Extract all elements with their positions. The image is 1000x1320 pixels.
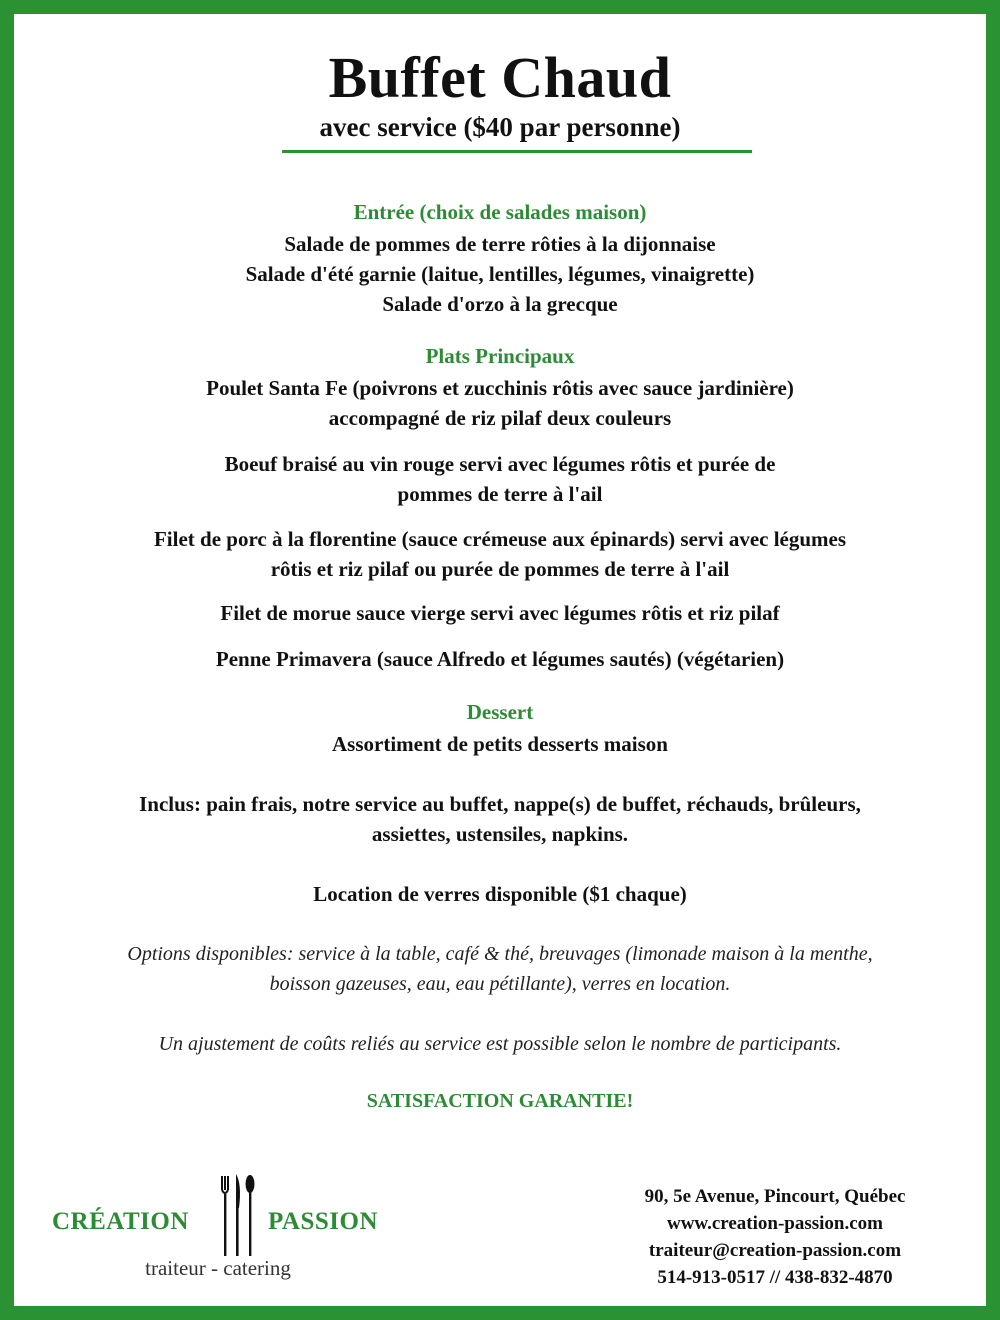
dessert-heading: Dessert [466,700,534,724]
plat-item-line: Boeuf braisé au vin rouge servi avec légumes rôtis et purée de [224,452,776,476]
plat-item-line: Penne Primavera (sauce Alfredo et légumes sautés) (végétarien) [215,647,785,671]
title-underline [282,150,752,153]
contact-block [590,1183,960,1291]
logo-word-right: PASSION [268,1208,379,1235]
company-logo [48,1170,398,1285]
options-line: boisson gazeuses, eau, eau pétillante), verres en location. [269,973,731,995]
plat-item-line: rôtis et riz pilaf ou purée de pommes de terre à l'ail [270,557,730,581]
contact-address: 90, 5e Avenue, Pincourt, Québec [644,1186,906,1207]
page-subtitle: avec service ($40 par personne) [319,112,681,142]
contact-website[interactable]: www.creation-passion.com [666,1213,884,1234]
contact-phones: 514-913-0517 // 438-832-4870 [657,1267,893,1288]
fork-knife-spoon-icon [218,1172,258,1258]
dessert-item: Assortiment de petits desserts maison [332,732,668,756]
options-line: Options disponibles: service à la table, café & thé, breuvages (limonade maison à la menthe, [127,943,873,965]
contact-email[interactable]: traiteur@creation-passion.com [648,1240,902,1261]
plat-item-line: accompagné de riz pilaf deux couleurs [328,406,672,430]
logo-tagline: traiteur - catering [145,1256,291,1280]
satisfaction-banner: SATISFACTION GARANTIE! [366,1090,634,1112]
plats-heading: Plats Principaux [425,344,575,368]
entree-item: Salade d'été garnie (laitue, lentilles, légumes, vinaigrette) [245,262,755,286]
page-title: Buffet Chaud [328,45,672,110]
logo-word-left: CRÉATION [52,1208,189,1235]
entree-item: Salade de pommes de terre rôties à la dijonnaise [284,232,716,256]
inclus-line: Inclus: pain frais, notre service au buffet, nappe(s) de buffet, réchauds, brûleurs, [139,792,861,816]
plat-item-line: Filet de morue sauce vierge servi avec légumes rôtis et riz pilaf [220,601,780,625]
entree-heading: Entrée (choix de salades maison) [353,200,647,224]
plat-item-line: Filet de porc à la florentine (sauce crémeuse aux épinards) servi avec légumes [153,527,847,551]
entree-item: Salade d'orzo à la grecque [382,292,618,316]
location-note: Location de verres disponible ($1 chaque) [313,882,687,906]
ajustement-note: Un ajustement de coûts reliés au service est possible selon le nombre de participants. [158,1033,842,1055]
plat-item-line: pommes de terre à l'ail [397,482,603,506]
inclus-line: assiettes, ustensiles, napkins. [371,822,629,846]
plat-item-line: Poulet Santa Fe (poivrons et zucchinis rôtis avec sauce jardinière) [206,376,794,400]
